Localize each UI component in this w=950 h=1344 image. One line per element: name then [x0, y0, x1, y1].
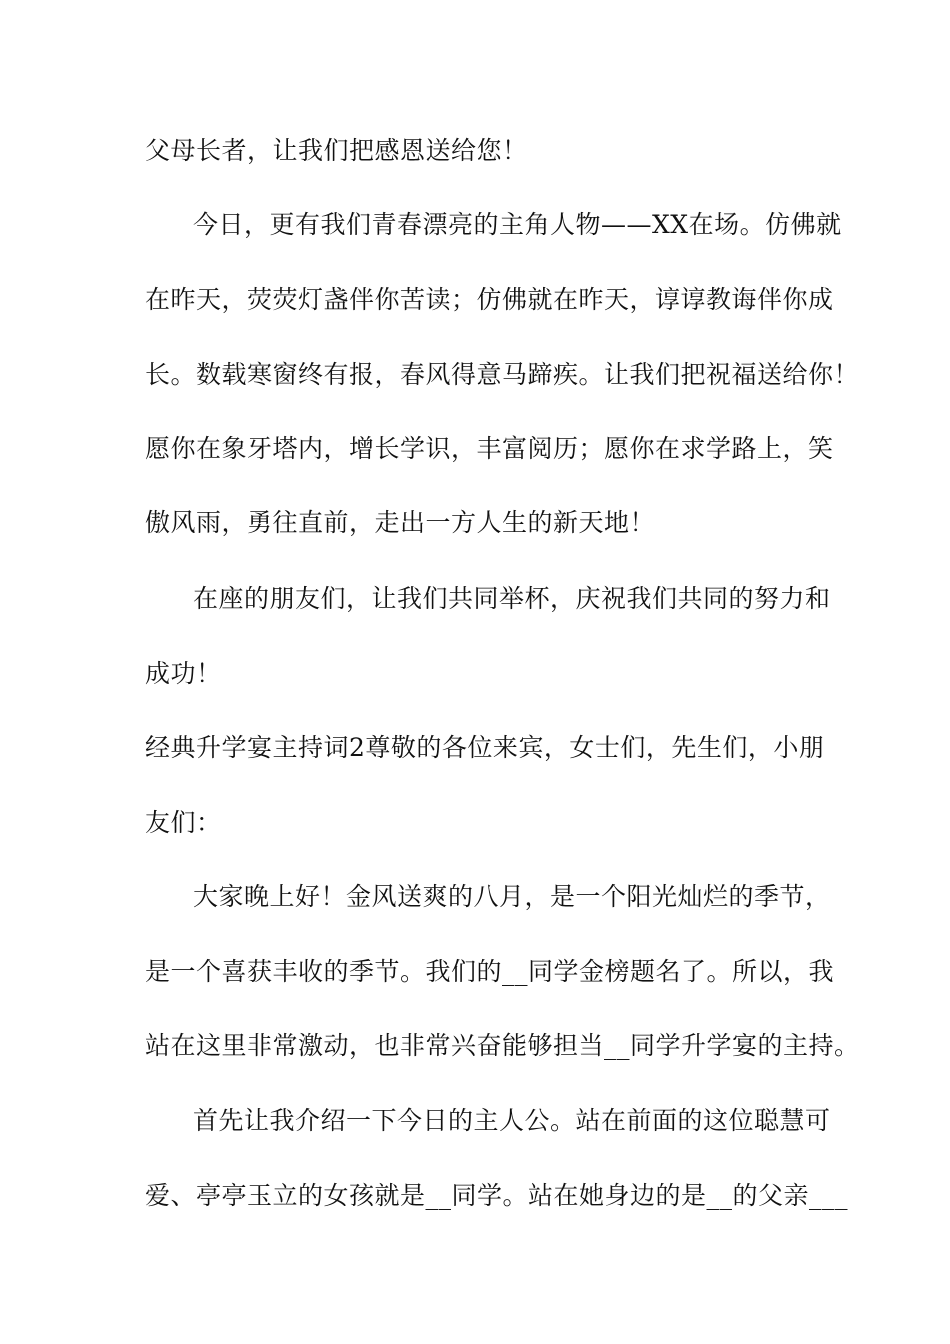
text-line: 爱、亭亭玉立的女孩就是__同学。站在她身边的是__的父亲___: [145, 1181, 849, 1210]
text-line: 在昨天，荧荧灯盏伴你苦读；仿佛就在昨天，谆谆教诲伴你成: [145, 285, 834, 314]
text-line: 在座的朋友们，让我们共同举杯，庆祝我们共同的努力和: [193, 584, 831, 613]
text-line: 愿你在象牙塔内，增长学识，丰富阅历；愿你在求学路上，笑: [145, 434, 834, 463]
text-line: 傲风雨，勇往直前，走出一方人生的新天地！: [145, 508, 656, 537]
text-line: 成功！: [145, 659, 222, 688]
text-line: 友们：: [145, 808, 222, 837]
text-line: 站在这里非常激动，也非常兴奋能够担当__同学升学宴的主持。: [145, 1031, 860, 1060]
text-line: 大家晚上好！金风送爽的八月，是一个阳光灿烂的季节，: [193, 882, 831, 911]
text-line: 是一个喜获丰收的季节。我们的__同学金榜题名了。所以，我: [145, 957, 835, 986]
text-line: 首先让我介绍一下今日的主人公。站在前面的这位聪慧可: [193, 1106, 831, 1135]
text-line: 今日，更有我们青春漂亮的主角人物——XX在场。仿佛就: [193, 210, 842, 239]
text-line: 长。数载寒窗终有报，春风得意马蹄疾。让我们把祝福送给你！: [145, 360, 860, 389]
text-line: 经典升学宴主持词2尊敬的各位来宾，女士们，先生们，小朋: [145, 733, 825, 762]
text-line: 父母长者，让我们把感恩送给您！: [145, 136, 528, 165]
